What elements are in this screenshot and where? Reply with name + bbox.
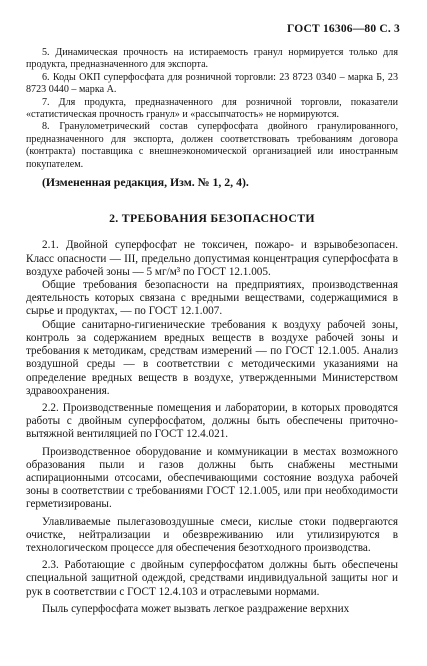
paragraph-2-3: 2.3. Работающие с двойным суперфосфатом должны быть обеспечены специальной защитной одеждой, средствами индивидуальной защиты ног и рук в соответствии с ГОСТ 12.4.103 и отраслевыми нормами.	[26, 559, 398, 598]
paragraph-air-requirements: Общие санитарно-гигиенические требования к воздуху рабочей зоны, контроль за содержанием вредных веществ в воздухе рабочей зоны и требования к методикам, средствам измерений — по ГОСТ 12.1.005. Анализ воздушной среды — в соответствии с методическими указаниями на определение вредных веществ в воздухе, утвержденными Министерством здравоохранения.	[26, 318, 398, 397]
section-title: 2. ТРЕБОВАНИЯ БЕЗОПАСНОСТИ	[109, 211, 315, 226]
paragraph-equipment: Производственное оборудование и коммуникации в местах возможного образования пыли и газов должны быть снабжены местными аспирационными отсосами, обеспечивающими состояние воздуха рабочей зоны в соответствии с требованиями ГОСТ 12.1.005, или при необходимости герметизированы.	[26, 445, 398, 511]
item-8: 8. Гранулометрический состав суперфосфата двойного гранулированного, предназначенного для экспорта, должен соответствовать требованиям договора (контракта) поставщика с внешнеэкономической организацией или иностранным покупателем.	[26, 121, 398, 170]
paragraph-general-safety: Общие требования безопасности на предприятиях, производственная деятельность которых связана с вредными веществами, содержащимися в сырье и продуктах, — по ГОСТ 12.1.007.	[26, 279, 398, 318]
item-6: 6. Коды ОКП суперфосфата для розничной торговли: 23 8723 0340 – марка Б, 23 8723 0440 – марка А.	[26, 71, 398, 96]
paragraph-2-2: 2.2. Производственные помещения и лаборатории, в которых проводятся работы с двойным суперфосфатом, должны быть обеспечены приточно-вытяжной вентиляцией по ГОСТ 12.4.021.	[26, 401, 398, 441]
document-body	[26, 47, 398, 616]
paragraph-waste-treatment: Улавливаемые пылегазовоздушные смеси, кислые стоки подвергаются очистке, нейтрализации и обезвреживанию или утилизируются в технологическом процессе для обеспечения безотходного производства.	[26, 515, 398, 554]
page-header: ГОСТ 16306—80 С. 3	[287, 23, 400, 35]
amendment-note: (Измененная редакция, Изм. № 1, 2, 4).	[42, 175, 249, 190]
item-5: 5. Динамическая прочность на истираемость гранул нормируется только для продукта, предназначенного для экспорта.	[26, 47, 398, 71]
item-7: 7. Для продукта, предназначенного для розничной торговли, показатели «статистическая прочность гранул» и «рассыпчатость» не нормируются.	[26, 96, 398, 121]
paragraph-dust: Пыль суперфосфата может вызвать легкое раздражение верхних	[42, 602, 350, 615]
paragraph-2-1: 2.1. Двойной суперфосфат не токсичен, пожаро- и взрывобезопасен. Класс опасности — III, предельно допустимая концентрация суперфосфата в воздухе рабочей зоны — 5 мг/м³ по ГОСТ 12.1.005.	[26, 239, 398, 278]
